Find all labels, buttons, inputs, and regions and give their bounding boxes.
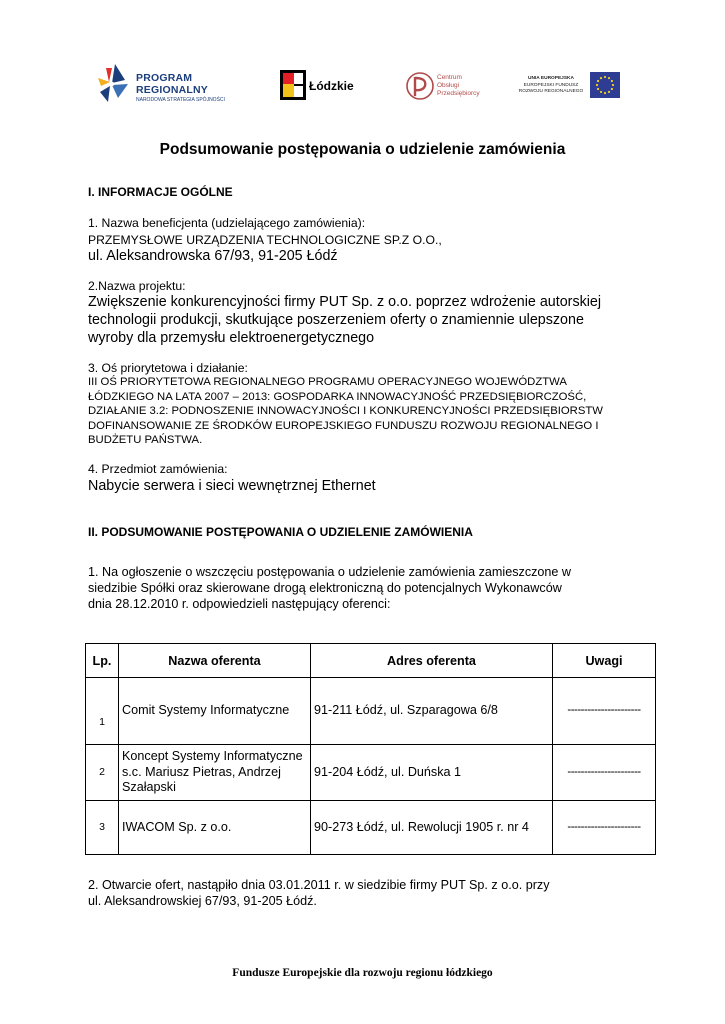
cell-address: 91-211 Łódź, ul. Szparagowa 6/8: [311, 678, 553, 745]
eu-star-icon: [608, 77, 610, 79]
eu-star-icon: [611, 80, 613, 82]
eu-star-icon: [604, 76, 606, 78]
lodzkie-mark-icon: [280, 70, 306, 100]
offers-table: [85, 643, 656, 855]
section-1-heading: I. INFORMACJE OGÓLNE: [88, 185, 233, 199]
table-row: [86, 745, 656, 801]
program-logo-line2: REGIONALNY: [136, 84, 209, 96]
col-header-name: Nazwa oferenta: [119, 644, 311, 678]
cell-lp: 3: [86, 801, 119, 855]
eu-logo-line3: ROZWOJU REGIONALNEGO: [518, 89, 584, 94]
priority-line1: III OŚ PRIORYTETOWA REGIONALNEGO PROGRAMU OPERACYJNEGO WOJEWÓDZTWA: [88, 376, 567, 388]
eu-logo-line1: UNIA EUROPEJSKA: [528, 76, 574, 81]
page-title: Podsumowanie postępowania o udzielenie zamówienia: [159, 141, 566, 158]
col-header-lp: Lp.: [86, 644, 119, 678]
col-header-notes: Uwagi: [553, 644, 656, 678]
lodzkie-logo-label: Łódzkie: [309, 79, 354, 93]
cell-name: Comit Systemy Informatyczne: [119, 678, 311, 745]
eu-star-icon: [597, 80, 599, 82]
cell-notes: ----------------------: [553, 678, 656, 745]
beneficiary-name: PRZEMYSŁOWE URZĄDZENIA TECHNOLOGICZNE SP.Z O.O.,: [88, 233, 442, 247]
project-label: 2.Nazwa projektu:: [88, 279, 186, 293]
eu-star-icon: [597, 88, 599, 90]
beneficiary-label: 1. Nazwa beneficjenta (udzielającego zamówienia):: [88, 216, 366, 230]
centrum-logo-line1: Centrum: [437, 74, 462, 81]
priority-line3: DZIAŁANIE 3.2: PODNOSZENIE INNOWACYJNOŚCI I KONKURENCYJNOŚCI PRZEDSIĘBIORSTW: [88, 405, 603, 417]
priority-line2: ŁÓDZKIEGO NA LATA 2007 – 2013: GOSPODARKA INNOWACYJNOŚĆ PRZEDSIĘBIORCZOŚĆ,: [88, 390, 587, 403]
priority-label: 3. Oś priorytetowa i działanie:: [88, 361, 248, 375]
paragraph-2-line2: ul. Aleksandrowskiej 67/93, 91-205 Łódź.: [88, 894, 317, 908]
paragraph-2-line1: 2. Otwarcie ofert, nastąpiło dnia 03.01.2011 r. w siedzibie firmy PUT Sp. z o.o. przy: [88, 878, 550, 892]
beneficiary-address: ul. Aleksandrowska 67/93, 91-205 Łódź: [88, 248, 338, 264]
lodzkie-logo: [280, 70, 360, 102]
centrum-logo-line3: Przedsiębiorcy: [437, 90, 480, 97]
program-regionalny-logo: [98, 62, 238, 106]
subject-value: Nabycie serwera i sieci wewnętrznej Ethernet: [88, 478, 376, 494]
project-name-line2: technologii produkcji, skutkujące poszerzeniem oferty o znamiennie ulepszone: [88, 312, 584, 328]
cell-notes: ----------------------: [553, 745, 656, 801]
cell-lp: 2: [86, 745, 119, 801]
eu-star-icon: [600, 77, 602, 79]
paragraph-1-line1: 1. Na ogłoszenie o wszczęciu postępowania o udzielenie zamówienia zamieszczone w: [88, 565, 572, 579]
centrum-mark-icon: [405, 68, 435, 104]
project-name-line1: Zwiększenie konkurencyjności firmy PUT Sp. z o.o. poprzez wdrożenie autorskiej: [88, 294, 602, 310]
eu-logo-line2: EUROPEJSKI FUNDUSZ: [523, 83, 579, 88]
eu-star-icon: [611, 88, 613, 90]
cell-lp: 1: [86, 678, 119, 745]
centrum-logo-line2: Obsługi: [437, 82, 460, 89]
priority-line4: DOFINANSOWANIE ZE ŚRODKÓW EUROPEJSKIEGO FUNDUSZU ROZWOJU REGIONALNEGO I: [88, 419, 599, 432]
cell-name: IWACOM Sp. z o.o.: [119, 801, 311, 855]
program-star-icon: [98, 62, 132, 106]
project-name-line3: wyroby dla przemysłu elektroenergetycznego: [88, 330, 375, 346]
table-row: [86, 801, 656, 855]
eu-logo: [516, 70, 620, 100]
col-header-address: Adres oferenta: [311, 644, 553, 678]
cell-name: Koncept Systemy Informatyczne s.c. Mariusz Pietras, Andrzej Szałapski: [119, 745, 311, 801]
table-header-row: [86, 644, 656, 678]
eu-star-icon: [600, 91, 602, 93]
page-footer: Fundusze Europejskie dla rozwoju regionu łódzkiego: [232, 967, 493, 979]
centrum-obslugi-logo: [405, 68, 485, 104]
eu-flag-icon: [590, 72, 620, 98]
subject-label: 4. Przedmiot zamówienia:: [88, 462, 228, 476]
eu-star-icon: [608, 91, 610, 93]
cell-notes: ----------------------: [553, 801, 656, 855]
paragraph-1-line2: siedzibie Spółki oraz skierowane drogą elektroniczną do potencjalnych Wykonawców: [88, 581, 562, 595]
table-row: [86, 678, 656, 745]
priority-line5: BUDŻETU PAŃSTWA.: [88, 434, 203, 446]
eu-star-icon: [604, 92, 606, 94]
program-logo-line3: NARODOWA STRATEGIA SPÓJNOŚCI: [136, 97, 225, 103]
cell-address: 90-273 Łódź, ul. Rewolucji 1905 r. nr 4: [311, 801, 553, 855]
cell-address: 91-204 Łódź, ul. Duńska 1: [311, 745, 553, 801]
paragraph-1-line3: dnia 28.12.2010 r. odpowiedzieli następujący oferenci:: [88, 597, 391, 611]
program-logo-line1: PROGRAM: [136, 72, 193, 84]
eu-star-icon: [612, 84, 614, 86]
eu-star-icon: [596, 84, 598, 86]
section-2-heading: II. PODSUMOWANIE POSTĘPOWANIA O UDZIELENIE ZAMÓWIENIA: [88, 525, 473, 539]
